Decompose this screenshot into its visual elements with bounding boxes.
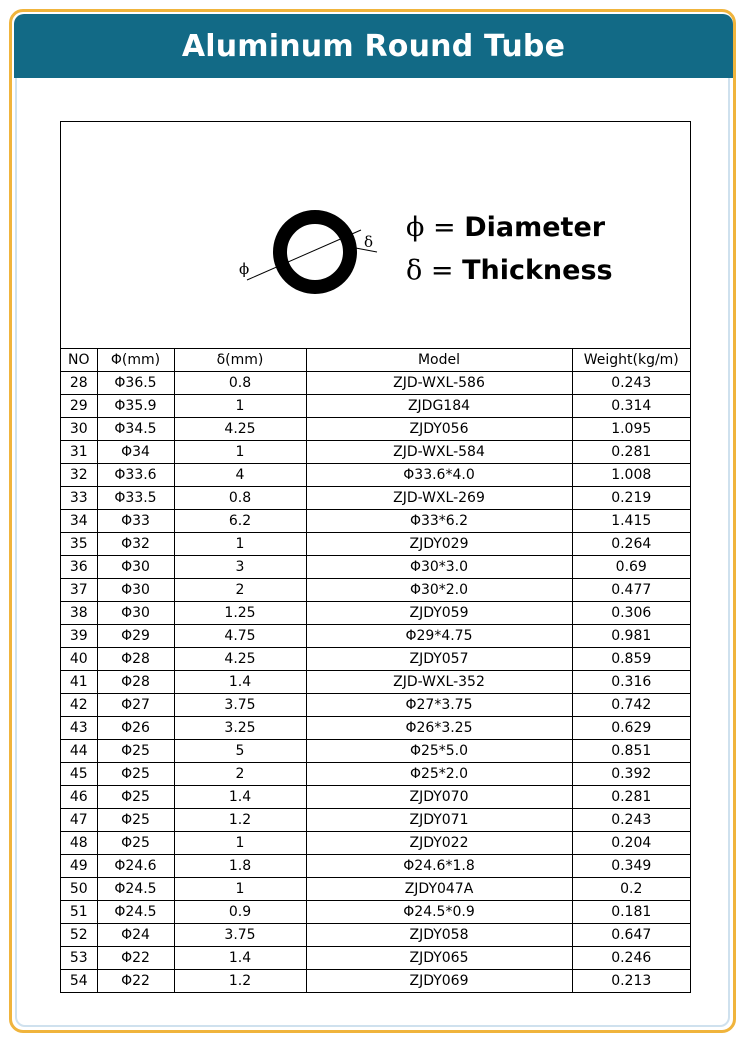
cell-weight: 0.69 — [572, 556, 690, 579]
cell-model: ZJDY057 — [306, 648, 572, 671]
cell-diameter: Φ22 — [97, 970, 174, 993]
legend-diameter-word: Diameter — [464, 212, 606, 243]
cell-no: 29 — [61, 395, 97, 418]
cell-thickness: 4.25 — [174, 648, 306, 671]
cell-no: 54 — [61, 970, 97, 993]
table-row — [61, 395, 690, 418]
cell-model: ZJD-WXL-584 — [306, 441, 572, 464]
cell-thickness: 3 — [174, 556, 306, 579]
cell-diameter: Φ33.5 — [97, 487, 174, 510]
cell-thickness: 6.2 — [174, 510, 306, 533]
cell-thickness: 1.4 — [174, 947, 306, 970]
cell-weight: 0.477 — [572, 579, 690, 602]
cell-weight: 0.392 — [572, 763, 690, 786]
cell-diameter: Φ24.5 — [97, 878, 174, 901]
cell-thickness: 1.2 — [174, 809, 306, 832]
cell-no: 48 — [61, 832, 97, 855]
cell-weight: 0.981 — [572, 625, 690, 648]
cell-weight: 0.316 — [572, 671, 690, 694]
table-row — [61, 878, 690, 901]
tube-cross-section-diagram — [239, 202, 399, 302]
tube-diagram-panel — [61, 122, 690, 349]
cell-thickness: 0.8 — [174, 372, 306, 395]
column-header-thickness: δ(mm) — [174, 349, 306, 372]
cell-model: ZJDY059 — [306, 602, 572, 625]
cell-model: ZJDY071 — [306, 809, 572, 832]
legend-diameter-symbol: ϕ — [406, 212, 425, 243]
cell-diameter: Φ35.9 — [97, 395, 174, 418]
table-row — [61, 418, 690, 441]
cell-thickness: 1.8 — [174, 855, 306, 878]
table-row — [61, 809, 690, 832]
cell-weight: 0.264 — [572, 533, 690, 556]
cell-weight: 0.349 — [572, 855, 690, 878]
table-header-row — [61, 349, 690, 372]
cell-no: 53 — [61, 947, 97, 970]
table-row — [61, 464, 690, 487]
cell-diameter: Φ27 — [97, 694, 174, 717]
cell-no: 31 — [61, 441, 97, 464]
table-row — [61, 602, 690, 625]
cell-thickness: 2 — [174, 763, 306, 786]
cell-diameter: Φ34 — [97, 441, 174, 464]
cell-diameter: Φ26 — [97, 717, 174, 740]
cell-diameter: Φ29 — [97, 625, 174, 648]
diameter-symbol: ϕ — [239, 260, 250, 278]
table-row — [61, 372, 690, 395]
cell-diameter: Φ25 — [97, 763, 174, 786]
table-row — [61, 694, 690, 717]
cell-model: Φ24.6*1.8 — [306, 855, 572, 878]
table-row — [61, 717, 690, 740]
cell-thickness: 4.75 — [174, 625, 306, 648]
legend-thickness — [406, 255, 613, 286]
cell-thickness: 0.9 — [174, 901, 306, 924]
cell-no: 50 — [61, 878, 97, 901]
table-row — [61, 947, 690, 970]
cell-no: 37 — [61, 579, 97, 602]
cell-thickness: 1.4 — [174, 786, 306, 809]
page-title: Aluminum Round Tube — [181, 28, 566, 64]
table-row — [61, 924, 690, 947]
table-row — [61, 970, 690, 993]
cell-model: Φ33*6.2 — [306, 510, 572, 533]
title-banner — [14, 14, 733, 78]
cell-weight: 1.008 — [572, 464, 690, 487]
table-row — [61, 671, 690, 694]
cell-model: ZJD-WXL-352 — [306, 671, 572, 694]
cell-model: ZJD-WXL-586 — [306, 372, 572, 395]
cell-diameter: Φ24.5 — [97, 901, 174, 924]
cell-diameter: Φ25 — [97, 809, 174, 832]
cell-diameter: Φ32 — [97, 533, 174, 556]
cell-diameter: Φ22 — [97, 947, 174, 970]
cell-weight: 0.281 — [572, 441, 690, 464]
cell-no: 42 — [61, 694, 97, 717]
cell-weight: 0.859 — [572, 648, 690, 671]
cell-no: 44 — [61, 740, 97, 763]
cell-model: Φ25*5.0 — [306, 740, 572, 763]
cell-diameter: Φ28 — [97, 671, 174, 694]
table-row — [61, 556, 690, 579]
cell-weight: 0.281 — [572, 786, 690, 809]
cell-model: Φ25*2.0 — [306, 763, 572, 786]
cell-no: 45 — [61, 763, 97, 786]
cell-model: ZJDY056 — [306, 418, 572, 441]
cell-thickness: 3.75 — [174, 924, 306, 947]
table-row — [61, 648, 690, 671]
cell-no: 43 — [61, 717, 97, 740]
cell-thickness: 3.25 — [174, 717, 306, 740]
cell-thickness: 1 — [174, 832, 306, 855]
cell-weight: 0.314 — [572, 395, 690, 418]
table-row — [61, 510, 690, 533]
table-row — [61, 625, 690, 648]
cell-no: 47 — [61, 809, 97, 832]
cell-diameter: Φ33.6 — [97, 464, 174, 487]
cell-model: ZJDY058 — [306, 924, 572, 947]
cell-model: ZJDY069 — [306, 970, 572, 993]
cell-no: 52 — [61, 924, 97, 947]
cell-model: Φ33.6*4.0 — [306, 464, 572, 487]
cell-weight: 0.246 — [572, 947, 690, 970]
cell-weight: 0.219 — [572, 487, 690, 510]
table-row — [61, 441, 690, 464]
cell-no: 49 — [61, 855, 97, 878]
cell-thickness: 4 — [174, 464, 306, 487]
cell-model: ZJDY070 — [306, 786, 572, 809]
cell-model: ZJD-WXL-269 — [306, 487, 572, 510]
table-row — [61, 901, 690, 924]
cell-diameter: Φ33 — [97, 510, 174, 533]
cell-thickness: 1.4 — [174, 671, 306, 694]
table-row — [61, 487, 690, 510]
cell-model: ZJDG184 — [306, 395, 572, 418]
cell-thickness: 1 — [174, 395, 306, 418]
legend-thickness-word: Thickness — [462, 255, 613, 286]
table-row — [61, 855, 690, 878]
cell-thickness: 4.25 — [174, 418, 306, 441]
cell-model: ZJDY022 — [306, 832, 572, 855]
thickness-symbol: δ — [364, 233, 374, 251]
cell-thickness: 2 — [174, 579, 306, 602]
cell-no: 40 — [61, 648, 97, 671]
cell-weight: 1.095 — [572, 418, 690, 441]
cell-weight: 0.629 — [572, 717, 690, 740]
cell-weight: 0.306 — [572, 602, 690, 625]
cell-diameter: Φ25 — [97, 740, 174, 763]
cell-weight: 0.647 — [572, 924, 690, 947]
cell-thickness: 1 — [174, 533, 306, 556]
cell-no: 30 — [61, 418, 97, 441]
cell-no: 34 — [61, 510, 97, 533]
cell-weight: 0.243 — [572, 809, 690, 832]
cell-model: Φ26*3.25 — [306, 717, 572, 740]
cell-weight: 0.2 — [572, 878, 690, 901]
cell-thickness: 1 — [174, 878, 306, 901]
column-header-no: NO — [61, 349, 97, 372]
cell-diameter: Φ24.6 — [97, 855, 174, 878]
cell-model: Φ29*4.75 — [306, 625, 572, 648]
cell-thickness: 1.25 — [174, 602, 306, 625]
legend-diameter — [406, 212, 605, 243]
table-row — [61, 740, 690, 763]
cell-thickness: 5 — [174, 740, 306, 763]
column-header-weight: Weight(kg/m) — [572, 349, 690, 372]
column-header-diameter: Φ(mm) — [97, 349, 174, 372]
cell-weight: 0.851 — [572, 740, 690, 763]
cell-no: 28 — [61, 372, 97, 395]
cell-weight: 0.243 — [572, 372, 690, 395]
spec-sheet — [60, 121, 691, 993]
cell-diameter: Φ28 — [97, 648, 174, 671]
cell-diameter: Φ30 — [97, 602, 174, 625]
cell-thickness: 1 — [174, 441, 306, 464]
cell-weight: 0.204 — [572, 832, 690, 855]
cell-thickness: 1.2 — [174, 970, 306, 993]
legend-thickness-equals: = — [422, 255, 463, 286]
cell-diameter: Φ24 — [97, 924, 174, 947]
cell-diameter: Φ36.5 — [97, 372, 174, 395]
cell-weight: 1.415 — [572, 510, 690, 533]
table-row — [61, 533, 690, 556]
cell-model: Φ24.5*0.9 — [306, 901, 572, 924]
cell-weight: 0.213 — [572, 970, 690, 993]
cell-model: Φ30*2.0 — [306, 579, 572, 602]
legend-thickness-symbol: δ — [406, 255, 423, 286]
cell-no: 46 — [61, 786, 97, 809]
table-row — [61, 763, 690, 786]
cell-model: Φ30*3.0 — [306, 556, 572, 579]
cell-thickness: 3.75 — [174, 694, 306, 717]
cell-diameter: Φ34.5 — [97, 418, 174, 441]
table-row — [61, 579, 690, 602]
table-row — [61, 786, 690, 809]
cell-model: ZJDY029 — [306, 533, 572, 556]
cell-diameter: Φ25 — [97, 786, 174, 809]
cell-no: 36 — [61, 556, 97, 579]
cell-model: ZJDY047A — [306, 878, 572, 901]
cell-thickness: 0.8 — [174, 487, 306, 510]
cell-no: 51 — [61, 901, 97, 924]
cell-no: 32 — [61, 464, 97, 487]
table-body — [61, 372, 690, 993]
cell-no: 33 — [61, 487, 97, 510]
cell-diameter: Φ30 — [97, 579, 174, 602]
cell-model: Φ27*3.75 — [306, 694, 572, 717]
cell-diameter: Φ30 — [97, 556, 174, 579]
cell-no: 38 — [61, 602, 97, 625]
column-header-model: Model — [306, 349, 572, 372]
cell-no: 35 — [61, 533, 97, 556]
table-row — [61, 832, 690, 855]
cell-no: 41 — [61, 671, 97, 694]
cell-no: 39 — [61, 625, 97, 648]
legend-diameter-equals: = — [424, 212, 465, 243]
cell-model: ZJDY065 — [306, 947, 572, 970]
cell-diameter: Φ25 — [97, 832, 174, 855]
cell-weight: 0.181 — [572, 901, 690, 924]
cell-weight: 0.742 — [572, 694, 690, 717]
tube-ring-icon — [280, 217, 350, 287]
spec-table — [61, 349, 690, 992]
